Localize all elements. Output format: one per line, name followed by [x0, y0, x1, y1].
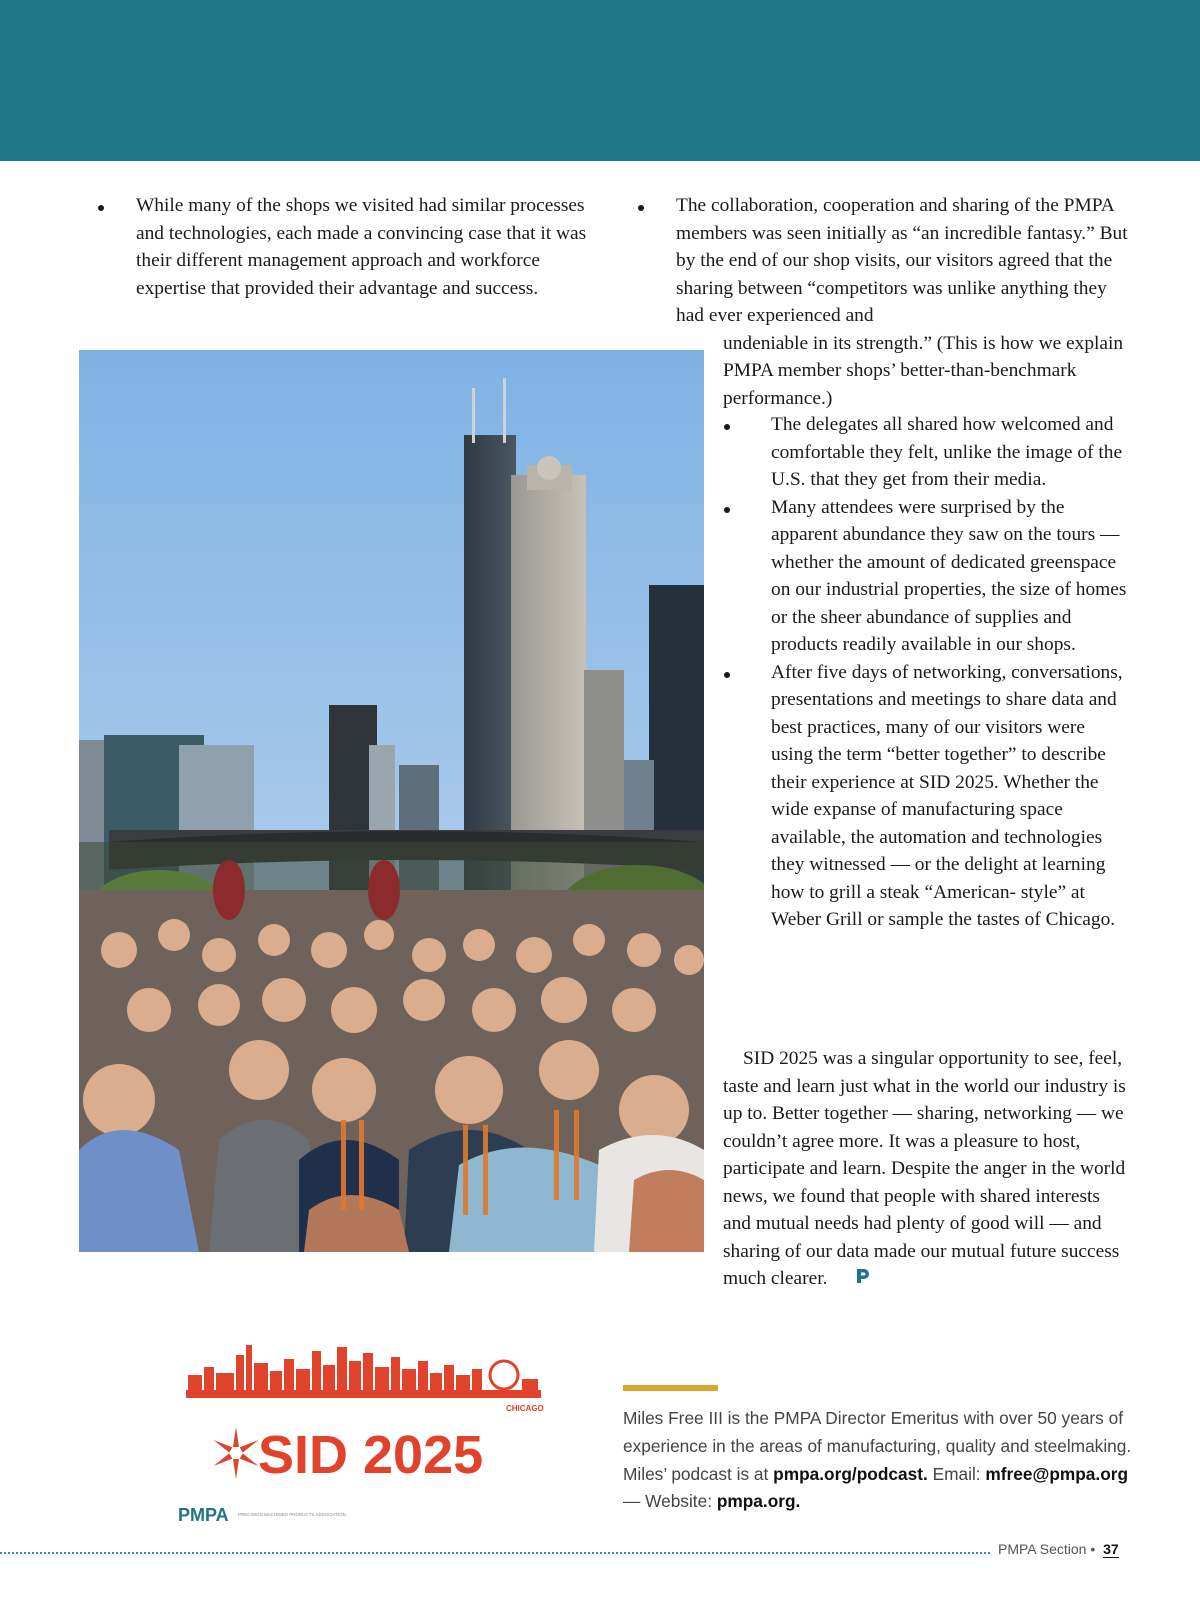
- bullet-text: The delegates all shared how welcomed and comfortable they felt, unlike the image of the U.S. that they get from their media.: [771, 414, 1123, 490]
- logo-org-full: PRECISION MACHINED PRODUCTS ASSOCIATION: [238, 1512, 346, 1517]
- bullet-text-continued: undeniable in its strength.” (This is how we explain PMPA member shops’ better-than-benchmark performance.): [723, 332, 1124, 409]
- bullet-dot: [724, 507, 730, 513]
- closing-paragraph: [723, 1045, 1128, 1293]
- podcast-link[interactable]: pmpa.org/podcast.: [773, 1463, 928, 1484]
- bullet-item: [96, 192, 606, 302]
- bullet-text: After five days of networking, conversations, presentations and meetings to share data and best practices, many of our visitors were using the term “better together” to describe their experience at SID 2025. Whether the wide expanse of manufacturing space available, the automation and technologies they witnessed — or the delight at learning how to grill a steak “American- style” at Weber Grill or sample the tastes of Chicago.: [771, 661, 1123, 930]
- end-mark-icon: [835, 1266, 871, 1294]
- closing-text: SID 2025 was a singular opportunity to see, feel, taste and learn just what in the world our industry is up to. Better together — sharing, networking — we couldn’t agree more. It was a pleasure to host, participate and learn. Despite the anger in the world news, we found that people with shared interests and mutual needs had plenty of good will — and sharing of our data made our mutual future success much clearer.: [723, 1048, 1126, 1289]
- email-link[interactable]: mfree@pmpa.org: [985, 1463, 1129, 1484]
- left-column: [96, 192, 606, 302]
- bullet-dot: [724, 424, 730, 430]
- logo-city: CHICAGO: [506, 1404, 544, 1413]
- bullet-dot: [638, 205, 644, 211]
- bullet-dot: [724, 672, 730, 678]
- sid-2025-logo: [176, 1345, 556, 1535]
- author-bio: [623, 1405, 1138, 1516]
- bullet-text: While many of the shops we visited had similar processes and technologies, each made a convincing case that it was their different management approach and workforce expertise that provided their advantage and success.: [136, 195, 587, 299]
- bullet-item: [636, 192, 1130, 412]
- author-box: [623, 1385, 1138, 1516]
- email-label: Email:: [932, 1463, 981, 1484]
- bullet-item: [720, 411, 1130, 494]
- bullet-item: [720, 494, 1130, 659]
- page-footer: [998, 1541, 1119, 1557]
- bullet-item: [720, 659, 1130, 934]
- bullet-text: Many attendees were surprised by the apparent abundance they saw on the tours — whether the amount of dedicated greenspace on our industrial properties, the size of homes or the sheer abundance of supplies and products readily available in our shops.: [771, 496, 1127, 655]
- website-link[interactable]: pmpa.org.: [716, 1491, 801, 1512]
- tour-photo: [79, 350, 704, 1252]
- footer-rule: [0, 1552, 990, 1554]
- page-number: 37: [1103, 1541, 1119, 1557]
- author-bio-text: Miles Free III is the PMPA Director Emeritus with over 50 years of experience in the areas of manufacturing, quality and steelmaking. Miles’ podcast is at: [623, 1408, 1132, 1484]
- right-column-top: [636, 192, 1130, 412]
- footer-section: PMPA Section: [998, 1541, 1087, 1557]
- bullet-text: The collaboration, cooperation and sharing of the PMPA members was seen initially as “an incredible fantasy.” But by the end of our shop visits, our visitors agreed that the sharing between “competitors was unlike anything they had ever experienced and: [676, 195, 1128, 326]
- logo-event: SID 2025: [258, 1425, 484, 1485]
- footer-bullet: •: [1090, 1541, 1096, 1557]
- header-band: [0, 0, 1200, 161]
- website-label: — Website:: [623, 1491, 712, 1512]
- bullet-dot: [98, 205, 104, 211]
- right-column-bullets: [720, 411, 1130, 934]
- logo-org: PMPA: [178, 1505, 229, 1525]
- author-accent-bar: [623, 1385, 718, 1391]
